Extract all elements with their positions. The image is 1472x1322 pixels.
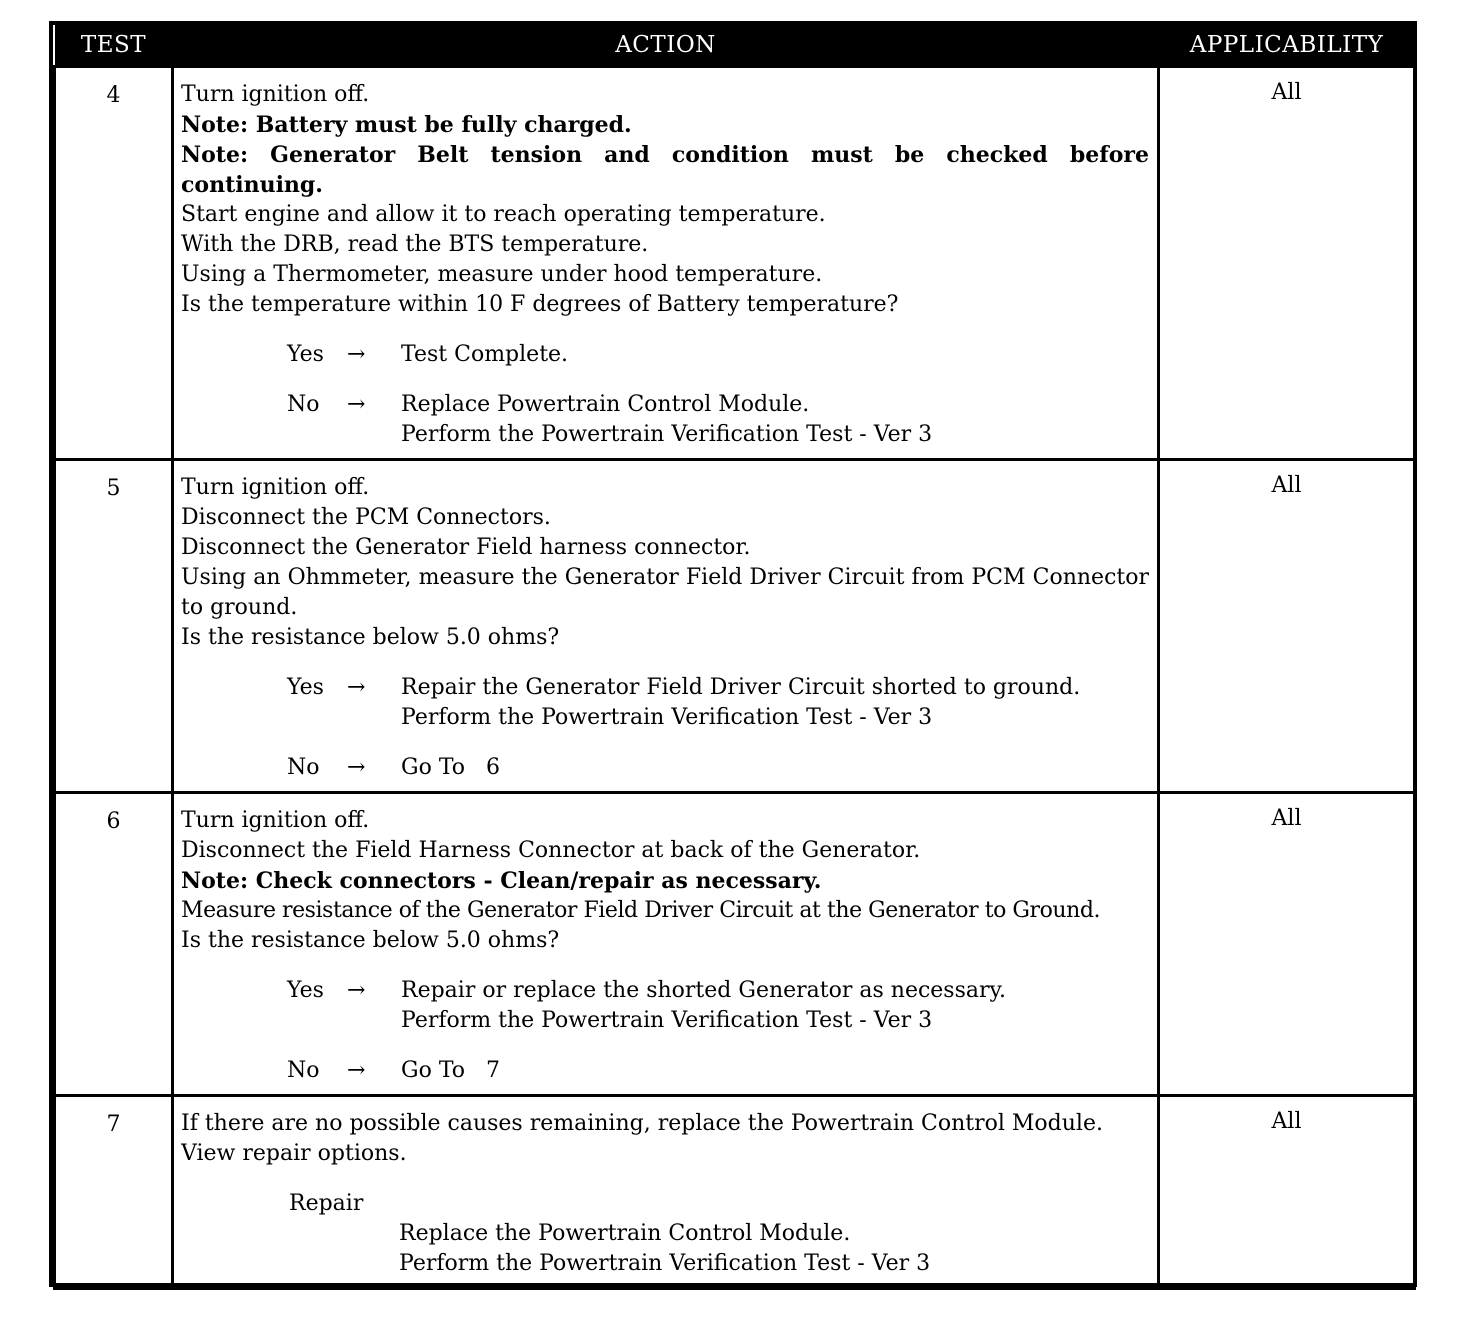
action-step: Turn ignition off. [181, 475, 370, 500]
action-step: Disconnect the Field Harness Connector at back of the Generator. [181, 838, 921, 863]
applicability-value: All [1159, 793, 1415, 1096]
no-outcome: Perform the Powertrain Verification Test - Ver 3 [401, 422, 933, 447]
test-number: 7 [55, 1096, 173, 1289]
action-question: Is the resistance below 5.0 ohms? [181, 928, 560, 953]
repair-step: Perform the Powertrain Verification Test - Ver 3 [399, 1251, 931, 1276]
yes-label: Yes [287, 675, 324, 700]
repair-options [399, 1219, 1149, 1279]
no-label: No [287, 1058, 320, 1083]
action-step: View repair options. [181, 1141, 407, 1166]
action-step: Disconnect the PCM Connectors. [181, 505, 551, 530]
right-arrow-icon: → [347, 755, 366, 780]
applicability-value: All [1159, 460, 1415, 793]
right-arrow-icon: → [347, 1058, 366, 1083]
action-question: Is the resistance below 5.0 ohms? [181, 625, 560, 650]
action-step: Measure resistance of the Generator Field Driver Circuit at the Generator to Ground. [181, 898, 1101, 923]
no-outcome: Go To 7 [401, 1058, 500, 1083]
applicability-value: All [1159, 67, 1415, 460]
test-number: 5 [55, 460, 173, 793]
right-arrow-icon: → [347, 978, 366, 1003]
action-step: Disconnect the Generator Field harness connector. [181, 535, 751, 560]
repair-label: Repair [289, 1191, 364, 1216]
test-number: 4 [55, 67, 173, 460]
yes-label: Yes [287, 978, 324, 1003]
action-step: If there are no possible causes remaining, replace the Powertrain Control Module. [181, 1111, 1103, 1136]
yes-outcome: Repair or replace the shorted Generator as necessary. [401, 978, 1007, 1003]
header-applicability: APPLICABILITY [1159, 25, 1415, 67]
table-row-test-5 [55, 460, 1415, 793]
action-step: Using a Thermometer, measure under hood temperature. [181, 262, 823, 287]
repair-step: Replace the Powertrain Control Module. [399, 1221, 851, 1246]
yes-result [287, 340, 1149, 370]
no-outcome: Go To 6 [401, 755, 500, 780]
no-result [287, 753, 1149, 783]
table-row-test-4 [55, 67, 1415, 460]
action-question: Is the temperature within 10 F degrees of Battery temperature? [181, 292, 899, 317]
action-step: Turn ignition off. [181, 808, 370, 833]
yes-outcome: Test Complete. [401, 342, 569, 367]
action-step: Using an Ohmmeter, measure the Generator Field Driver Circuit from PCM Connector to ground. [181, 565, 1149, 620]
action-note: Note: Check connectors - Clean/repair as necessary. [181, 868, 822, 894]
table-row-test-7 [55, 1096, 1415, 1289]
diagnostic-table [53, 25, 1416, 1290]
yes-label: Yes [287, 342, 324, 367]
action-step: Turn ignition off. [181, 82, 370, 107]
yes-outcome: Perform the Powertrain Verification Test - Ver 3 [401, 705, 933, 730]
yes-outcome: Repair the Generator Field Driver Circuit shorted to ground. [401, 675, 1081, 700]
table-header-row [55, 25, 1415, 67]
action-note: Note: Battery must be fully charged. [181, 112, 632, 138]
right-arrow-icon: → [347, 675, 366, 700]
no-result [287, 390, 1149, 450]
no-label: No [287, 755, 320, 780]
no-outcome: Replace Powertrain Control Module. [401, 392, 810, 417]
applicability-value: All [1159, 1096, 1415, 1289]
action-cell [173, 793, 1159, 1096]
yes-result [287, 673, 1149, 733]
action-step: Start engine and allow it to reach operating temperature. [181, 202, 826, 227]
no-label: No [287, 392, 320, 417]
action-cell [173, 67, 1159, 460]
right-arrow-icon: → [347, 392, 366, 417]
yes-result [287, 976, 1149, 1036]
header-test: TEST [55, 25, 173, 67]
no-result [287, 1056, 1149, 1086]
action-note: Note: Generator Belt tension and condition must be checked before continuing. [181, 142, 1149, 198]
header-action: ACTION [173, 25, 1159, 67]
action-cell [173, 1096, 1159, 1289]
action-cell [173, 460, 1159, 793]
diagnostic-table-frame [49, 21, 1417, 1287]
test-number: 6 [55, 793, 173, 1096]
table-row-test-6 [55, 793, 1415, 1096]
yes-outcome: Perform the Powertrain Verification Test - Ver 3 [401, 1008, 933, 1033]
right-arrow-icon: → [347, 342, 366, 367]
action-step: With the DRB, read the BTS temperature. [181, 232, 649, 257]
